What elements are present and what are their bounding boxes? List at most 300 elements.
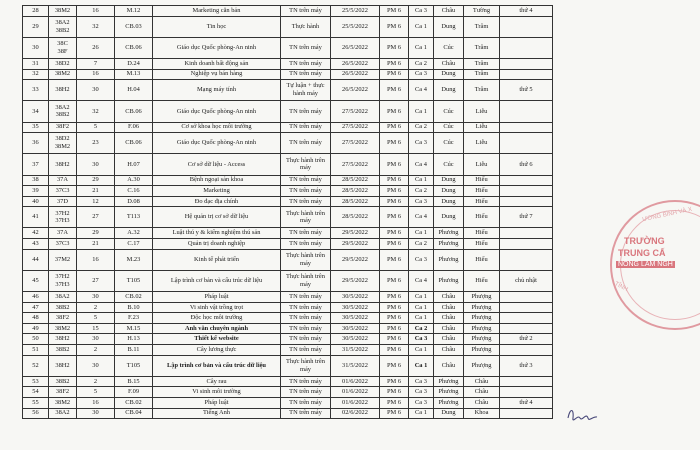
class-code bbox=[49, 101, 77, 122]
class-code-line: 38A2 bbox=[55, 103, 70, 111]
class-code bbox=[49, 154, 77, 175]
class-code-line: 38B2 bbox=[55, 111, 70, 119]
exam-date: 26/5/2022 bbox=[331, 80, 380, 101]
row-index: 30 bbox=[23, 37, 49, 58]
exam-format bbox=[281, 133, 331, 154]
class-code-line: 38A2 bbox=[55, 18, 70, 26]
row-index: 28 bbox=[23, 6, 49, 17]
class-code-line: 37C3 bbox=[55, 239, 70, 247]
subject-code: A.32 bbox=[115, 228, 153, 239]
class-code bbox=[49, 345, 77, 356]
exam-format-line: TN trên máy bbox=[289, 176, 322, 184]
subject-name-line: Pháp luật bbox=[204, 398, 229, 406]
room: PM 6 bbox=[380, 133, 409, 154]
row-index: 43 bbox=[23, 239, 49, 250]
supervisor-2: Hiếu bbox=[464, 186, 500, 197]
supervisor-1: Phương bbox=[434, 228, 464, 239]
subject-name-line: Cơ sở dữ liệu - Access bbox=[187, 160, 246, 168]
subject-name-line: Hệ quản trị cơ sở dữ liệu bbox=[184, 213, 249, 221]
room: PM 6 bbox=[380, 58, 409, 69]
row-index: 47 bbox=[23, 302, 49, 313]
supervisor-2: Liễu bbox=[464, 133, 500, 154]
subject-name-line: Tiếng Anh bbox=[203, 409, 230, 417]
subject-code: D.08 bbox=[115, 196, 153, 207]
table-row bbox=[23, 196, 553, 207]
supervisor-2: Liễu bbox=[464, 154, 500, 175]
supervisor-1: Cúc bbox=[434, 133, 464, 154]
row-index: 48 bbox=[23, 313, 49, 324]
exam-format bbox=[281, 228, 331, 239]
class-code bbox=[49, 387, 77, 398]
supervisor-1: Cúc bbox=[434, 154, 464, 175]
supervisor-2: Hiếu bbox=[464, 175, 500, 186]
subject-name bbox=[153, 239, 281, 250]
exam-format-line: TN trên máy bbox=[289, 335, 322, 343]
class-code-line: 37D bbox=[56, 197, 68, 205]
room: PM 6 bbox=[380, 228, 409, 239]
room: PM 6 bbox=[380, 292, 409, 303]
class-code-line: 38B2 bbox=[55, 345, 70, 353]
shift: Ca 4 bbox=[409, 154, 434, 175]
table-row bbox=[23, 80, 553, 101]
exam-format bbox=[281, 16, 331, 37]
exam-format bbox=[281, 355, 331, 376]
subject-name bbox=[153, 292, 281, 303]
subject-code: B.15 bbox=[115, 376, 153, 387]
class-code bbox=[49, 175, 77, 186]
exam-date: 29/5/2022 bbox=[331, 228, 380, 239]
class-code bbox=[49, 37, 77, 58]
supervisor-1: Dung bbox=[434, 80, 464, 101]
supervisor-2: Trâm bbox=[464, 69, 500, 80]
exam-date: 29/5/2022 bbox=[331, 270, 380, 291]
table-row bbox=[23, 302, 553, 313]
row-index: 46 bbox=[23, 292, 49, 303]
class-code bbox=[49, 207, 77, 228]
row-index: 49 bbox=[23, 323, 49, 334]
exam-format bbox=[281, 207, 331, 228]
table-row bbox=[23, 408, 553, 419]
stamp-arc-side: TỈNH bbox=[613, 281, 629, 293]
table-row bbox=[23, 387, 553, 398]
exam-format-line: TN trên máy bbox=[289, 139, 322, 147]
shift: Ca 1 bbox=[409, 292, 434, 303]
shift: Ca 3 bbox=[409, 376, 434, 387]
subject-name-line: Giáo dục Quốc phòng-An ninh bbox=[176, 107, 257, 115]
exam-format bbox=[281, 101, 331, 122]
exam-date: 28/5/2022 bbox=[331, 175, 380, 186]
weekday bbox=[500, 313, 553, 324]
subject-code: F.09 bbox=[115, 387, 153, 398]
supervisor-2: Liễu bbox=[464, 101, 500, 122]
class-code-line: 38M2 bbox=[54, 398, 71, 406]
exam-format-line: TN trên máy bbox=[289, 59, 322, 67]
supervisor-2: Phượng bbox=[464, 302, 500, 313]
exam-format-line: TN trên máy bbox=[289, 123, 322, 131]
exam-format-line: Thực hành trên bbox=[286, 251, 325, 259]
supervisor-1: Châu bbox=[434, 292, 464, 303]
row-index: 36 bbox=[23, 133, 49, 154]
subject-name bbox=[153, 101, 281, 122]
supervisor-2: Liễu bbox=[464, 122, 500, 133]
weekday bbox=[500, 292, 553, 303]
table-row bbox=[23, 270, 553, 291]
subject-name bbox=[153, 186, 281, 197]
row-index: 33 bbox=[23, 80, 49, 101]
subject-name bbox=[153, 58, 281, 69]
subject-code: CB.02 bbox=[115, 292, 153, 303]
student-count: 2 bbox=[77, 376, 115, 387]
supervisor-1: Châu bbox=[434, 58, 464, 69]
student-count: 15 bbox=[77, 323, 115, 334]
student-count: 12 bbox=[77, 196, 115, 207]
class-code-line: 38H2 bbox=[55, 86, 70, 94]
class-code bbox=[49, 408, 77, 419]
exam-format-line: TN trên máy bbox=[289, 398, 322, 406]
supervisor-1: Cúc bbox=[434, 122, 464, 133]
room: PM 6 bbox=[380, 154, 409, 175]
supervisor-2: Châu bbox=[464, 376, 500, 387]
room: PM 6 bbox=[380, 239, 409, 250]
subject-name-line: Độc học môi trường bbox=[190, 314, 243, 322]
exam-date: 29/5/2022 bbox=[331, 239, 380, 250]
class-code-line: 38F2 bbox=[55, 388, 70, 396]
weekday bbox=[500, 133, 553, 154]
room: PM 6 bbox=[380, 345, 409, 356]
table-row bbox=[23, 355, 553, 376]
subject-name bbox=[153, 196, 281, 207]
supervisor-2: Hiếu bbox=[464, 249, 500, 270]
supervisor-1: Dung bbox=[434, 408, 464, 419]
room: PM 6 bbox=[380, 196, 409, 207]
shift: Ca 4 bbox=[409, 80, 434, 101]
subject-name bbox=[153, 6, 281, 17]
room: PM 6 bbox=[380, 355, 409, 376]
student-count: 5 bbox=[77, 313, 115, 324]
exam-date: 29/5/2022 bbox=[331, 249, 380, 270]
student-count: 27 bbox=[77, 207, 115, 228]
subject-code: H.04 bbox=[115, 80, 153, 101]
exam-date: 01/6/2022 bbox=[331, 387, 380, 398]
shift: Ca 1 bbox=[409, 228, 434, 239]
subject-name-line: Cây rau bbox=[206, 377, 227, 385]
student-count: 30 bbox=[77, 408, 115, 419]
subject-name bbox=[153, 345, 281, 356]
supervisor-2: Phượng bbox=[464, 334, 500, 345]
exam-date: 25/5/2022 bbox=[331, 6, 380, 17]
exam-format bbox=[281, 239, 331, 250]
student-count: 2 bbox=[77, 345, 115, 356]
class-code-line: 38D2 bbox=[55, 135, 70, 143]
subject-name bbox=[153, 249, 281, 270]
subject-name-line: Vi sinh vật trồng trọt bbox=[189, 303, 244, 311]
subject-code: F.06 bbox=[115, 122, 153, 133]
student-count: 5 bbox=[77, 387, 115, 398]
subject-name-line: Pháp luật bbox=[204, 292, 229, 300]
exam-format bbox=[281, 345, 331, 356]
supervisor-2: Phượng bbox=[464, 345, 500, 356]
subject-name-line: Giáo dục Quốc phòng-An ninh bbox=[176, 43, 257, 51]
class-code-line: 37H3 bbox=[55, 217, 70, 225]
subject-name-line: Cơ sở khoa học môi trường bbox=[181, 123, 252, 131]
class-code-line: 38A2 bbox=[55, 292, 70, 300]
row-index: 42 bbox=[23, 228, 49, 239]
subject-name bbox=[153, 154, 281, 175]
supervisor-2: Khoa bbox=[464, 408, 500, 419]
exam-format-line: máy bbox=[299, 164, 311, 172]
table-row bbox=[23, 69, 553, 80]
supervisor-2: Hiếu bbox=[464, 239, 500, 250]
subject-name-line: Kinh tế phát triển bbox=[194, 255, 239, 263]
supervisor-1: Châu bbox=[434, 6, 464, 17]
supervisor-1: Cúc bbox=[434, 101, 464, 122]
room: PM 6 bbox=[380, 313, 409, 324]
subject-name-line: Lập trình cơ bản và cấu trúc dữ liệu bbox=[167, 361, 266, 369]
supervisor-1: Cúc bbox=[434, 37, 464, 58]
class-code-line: 37A bbox=[56, 176, 68, 184]
stamp-line-2: TRUNG CẤ bbox=[618, 248, 666, 258]
subject-name bbox=[153, 228, 281, 239]
room: PM 6 bbox=[380, 387, 409, 398]
shift: Ca 3 bbox=[409, 133, 434, 154]
subject-name-line: Đo đạc địa chính bbox=[194, 197, 239, 205]
exam-format bbox=[281, 408, 331, 419]
exam-format-line: Thực hành trên bbox=[286, 273, 325, 281]
supervisor-1: Phương bbox=[434, 270, 464, 291]
student-count: 32 bbox=[77, 16, 115, 37]
row-index: 40 bbox=[23, 196, 49, 207]
exam-date: 25/5/2022 bbox=[331, 16, 380, 37]
weekday: thứ 6 bbox=[500, 154, 553, 175]
weekday bbox=[500, 408, 553, 419]
table-row bbox=[23, 334, 553, 345]
weekday: thứ 5 bbox=[500, 80, 553, 101]
subject-code: B.11 bbox=[115, 345, 153, 356]
row-index: 56 bbox=[23, 408, 49, 419]
class-code bbox=[49, 16, 77, 37]
supervisor-1: Dung bbox=[434, 196, 464, 207]
class-code-line: 38M2 bbox=[54, 6, 71, 14]
subject-code: H.13 bbox=[115, 334, 153, 345]
exam-date: 26/5/2022 bbox=[331, 58, 380, 69]
exam-format-line: TN trên máy bbox=[289, 377, 322, 385]
class-code-line: 38C bbox=[57, 40, 68, 48]
row-index: 37 bbox=[23, 154, 49, 175]
class-code-line: 37H2 bbox=[55, 273, 70, 281]
shift: Ca 2 bbox=[409, 186, 434, 197]
class-code bbox=[49, 196, 77, 207]
student-count: 26 bbox=[77, 37, 115, 58]
subject-name bbox=[153, 69, 281, 80]
exam-date: 27/5/2022 bbox=[331, 133, 380, 154]
subject-name bbox=[153, 323, 281, 334]
room: PM 6 bbox=[380, 69, 409, 80]
exam-date: 30/5/2022 bbox=[331, 302, 380, 313]
exam-format-line: TN trên máy bbox=[289, 43, 322, 51]
subject-code: A.30 bbox=[115, 175, 153, 186]
supervisor-1: Dung bbox=[434, 207, 464, 228]
shift: Ca 1 bbox=[409, 345, 434, 356]
subject-code: CB.04 bbox=[115, 408, 153, 419]
class-code bbox=[49, 302, 77, 313]
supervisor-1: Phương bbox=[434, 249, 464, 270]
exam-format bbox=[281, 58, 331, 69]
exam-format-line: TN trên máy bbox=[289, 388, 322, 396]
shift: Ca 3 bbox=[409, 69, 434, 80]
subject-code: M.15 bbox=[115, 323, 153, 334]
subject-name bbox=[153, 408, 281, 419]
exam-format bbox=[281, 80, 331, 101]
exam-format-line: TN trên máy bbox=[289, 239, 322, 247]
subject-code: T105 bbox=[115, 355, 153, 376]
shift: Ca 3 bbox=[409, 334, 434, 345]
shift: Ca 3 bbox=[409, 387, 434, 398]
room: PM 6 bbox=[380, 334, 409, 345]
supervisor-1: Phương bbox=[434, 397, 464, 408]
row-index: 35 bbox=[23, 122, 49, 133]
subject-code: D.24 bbox=[115, 58, 153, 69]
exam-date: 30/5/2022 bbox=[331, 334, 380, 345]
supervisor-1: Châu bbox=[434, 323, 464, 334]
subject-name-line: Cây lương thực bbox=[196, 345, 237, 353]
subject-name-line: Quản trị doanh nghiệp bbox=[187, 239, 246, 247]
subject-code: B.10 bbox=[115, 302, 153, 313]
weekday bbox=[500, 122, 553, 133]
subject-name bbox=[153, 313, 281, 324]
student-count: 16 bbox=[77, 6, 115, 17]
subject-code: CB.06 bbox=[115, 133, 153, 154]
class-code bbox=[49, 69, 77, 80]
student-count: 7 bbox=[77, 58, 115, 69]
subject-code: C.17 bbox=[115, 239, 153, 250]
class-code-line: 38B2 bbox=[55, 377, 70, 385]
shift: Ca 1 bbox=[409, 175, 434, 186]
subject-code: H.07 bbox=[115, 154, 153, 175]
row-index: 39 bbox=[23, 186, 49, 197]
subject-name bbox=[153, 133, 281, 154]
room: PM 6 bbox=[380, 207, 409, 228]
table-row bbox=[23, 58, 553, 69]
exam-format bbox=[281, 196, 331, 207]
stamp-arc-text: ƯƠNG BÌNH VÀ X bbox=[641, 206, 693, 224]
shift: Ca 1 bbox=[409, 355, 434, 376]
row-index: 53 bbox=[23, 376, 49, 387]
room: PM 6 bbox=[380, 323, 409, 334]
subject-code: M.23 bbox=[115, 249, 153, 270]
exam-date: 26/5/2022 bbox=[331, 69, 380, 80]
subject-name bbox=[153, 80, 281, 101]
table-row bbox=[23, 122, 553, 133]
student-count: 16 bbox=[77, 69, 115, 80]
supervisor-2: Trâm bbox=[464, 16, 500, 37]
student-count: 27 bbox=[77, 270, 115, 291]
exam-format-line: TN trên máy bbox=[289, 107, 322, 115]
class-code-line: 38F bbox=[57, 47, 68, 55]
supervisor-2: Phượng bbox=[464, 292, 500, 303]
supervisor-1: Phương bbox=[434, 387, 464, 398]
class-code-line: 38M2 bbox=[54, 70, 71, 78]
table-row bbox=[23, 228, 553, 239]
stamp-line-3: NÔNG LÂM NGH bbox=[618, 261, 673, 268]
table-row bbox=[23, 6, 553, 17]
exam-format bbox=[281, 270, 331, 291]
subject-name-line: Nghiệp vụ bán hàng bbox=[190, 70, 243, 78]
exam-format bbox=[281, 397, 331, 408]
row-index: 45 bbox=[23, 270, 49, 291]
exam-format-line: Thực hành bbox=[291, 22, 320, 30]
weekday bbox=[500, 196, 553, 207]
shift: Ca 3 bbox=[409, 249, 434, 270]
weekday bbox=[500, 175, 553, 186]
exam-date: 27/5/2022 bbox=[331, 154, 380, 175]
weekday bbox=[500, 186, 553, 197]
supervisor-2: Hiếu bbox=[464, 228, 500, 239]
row-index: 51 bbox=[23, 345, 49, 356]
subject-name bbox=[153, 387, 281, 398]
row-index: 55 bbox=[23, 397, 49, 408]
row-index: 50 bbox=[23, 334, 49, 345]
class-code-line: 37H2 bbox=[55, 209, 70, 217]
table-row bbox=[23, 376, 553, 387]
exam-format-line: TN trên máy bbox=[289, 314, 322, 322]
room: PM 6 bbox=[380, 249, 409, 270]
room: PM 6 bbox=[380, 302, 409, 313]
exam-format bbox=[281, 313, 331, 324]
class-code bbox=[49, 186, 77, 197]
exam-date: 27/5/2022 bbox=[331, 101, 380, 122]
row-index: 41 bbox=[23, 207, 49, 228]
supervisor-2: Hiếu bbox=[464, 270, 500, 291]
shift: Ca 1 bbox=[409, 16, 434, 37]
room: PM 6 bbox=[380, 175, 409, 186]
row-index: 31 bbox=[23, 58, 49, 69]
subject-code: T105 bbox=[115, 270, 153, 291]
exam-format-line: TN trên máy bbox=[289, 409, 322, 417]
shift: Ca 2 bbox=[409, 323, 434, 334]
weekday bbox=[500, 16, 553, 37]
subject-name-line: Lập trình cơ bản và cấu trúc dữ liệu bbox=[170, 277, 263, 285]
student-count: 2 bbox=[77, 302, 115, 313]
supervisor-2: Châu bbox=[464, 387, 500, 398]
weekday bbox=[500, 58, 553, 69]
subject-code: CB.06 bbox=[115, 37, 153, 58]
student-count: 5 bbox=[77, 122, 115, 133]
exam-date: 27/5/2022 bbox=[331, 122, 380, 133]
weekday bbox=[500, 302, 553, 313]
subject-name bbox=[153, 376, 281, 387]
row-index: 34 bbox=[23, 101, 49, 122]
weekday bbox=[500, 239, 553, 250]
room: PM 6 bbox=[380, 397, 409, 408]
table-row bbox=[23, 313, 553, 324]
class-code bbox=[49, 355, 77, 376]
class-code-line: 38M2 bbox=[54, 324, 71, 332]
student-count: 30 bbox=[77, 292, 115, 303]
class-code bbox=[49, 249, 77, 270]
exam-format-line: TN trên máy bbox=[289, 292, 322, 300]
shift: Ca 1 bbox=[409, 302, 434, 313]
class-code bbox=[49, 323, 77, 334]
class-code-line: 37A bbox=[56, 229, 68, 237]
table-row bbox=[23, 249, 553, 270]
exam-date: 28/5/2022 bbox=[331, 207, 380, 228]
class-code-line: 38H2 bbox=[55, 160, 70, 168]
student-count: 30 bbox=[77, 334, 115, 345]
subject-code: C.16 bbox=[115, 186, 153, 197]
subject-name-line: Thiết kế website bbox=[194, 335, 239, 343]
supervisor-1: Phương bbox=[434, 239, 464, 250]
subject-code: CB.02 bbox=[115, 397, 153, 408]
